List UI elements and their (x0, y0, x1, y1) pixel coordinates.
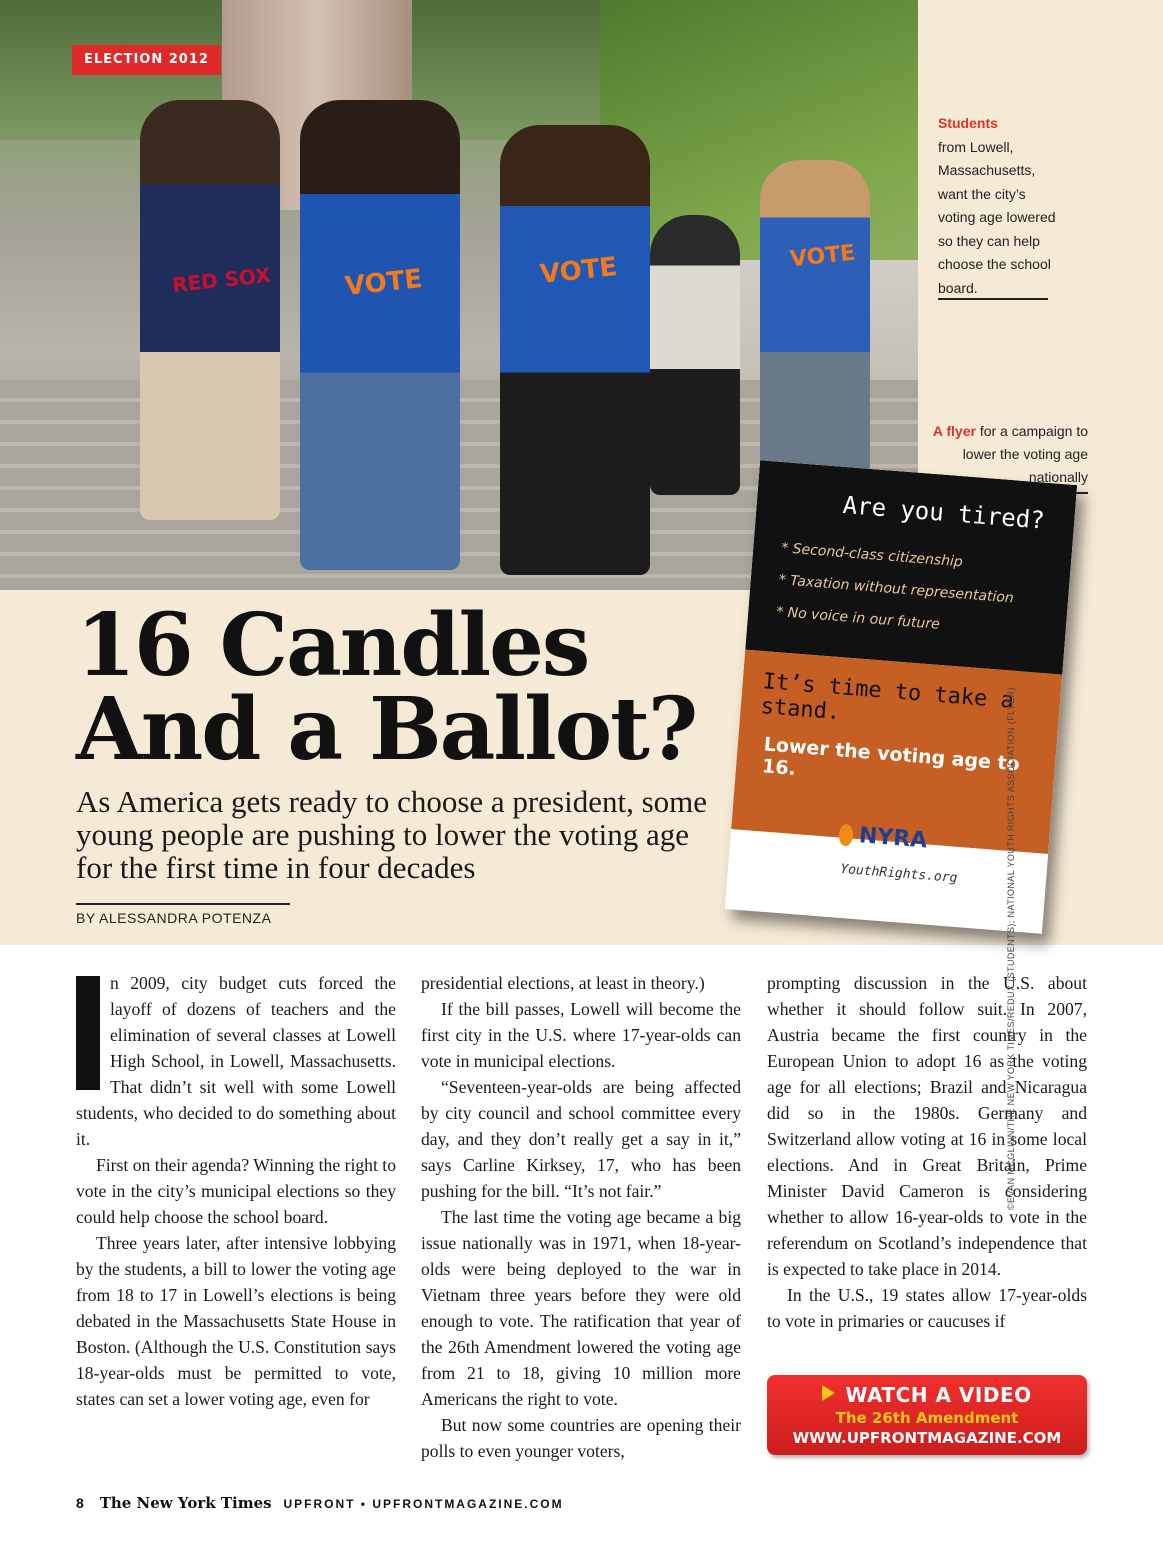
flyer-question: Are you tired? (841, 490, 1046, 535)
flyer-lower: Lower the voting age to 16. (761, 733, 1021, 780)
flyer-bullet: * Taxation without representation (778, 572, 1015, 607)
body-paragraph: prompting discussion in the U.S. about whether it should follow suit. In 2007, Austria became the first country in the European Union to adopt 16 as the voting age for all elections; Brazil and Nicaragua did so in the 1980s. Germany and Switzerland allow voting at 16 in some local elections. And in Great Britain, Prime Minister David Cameron is considering whether to allow 16-year-olds to vote in the referendum on Scotland’s independence that is expected to take place in 2014. (767, 973, 1087, 1279)
body-paragraph: First on their agenda? Winning the right to vote in the city’s municipal elections so they could help choose the school board. (76, 1155, 396, 1227)
campaign-flyer (725, 460, 1077, 934)
student-figure (500, 125, 650, 575)
watch-video-subtitle: The 26th Amendment (835, 1409, 1019, 1427)
students-caption-text: from Lowell, Massachusetts, want the city’s voting age lowered so they can help choose the school board. (938, 138, 1056, 296)
body-paragraph: presidential elections, at least in theory.) (421, 973, 705, 993)
shirt-text: VOTE (538, 252, 619, 290)
byline-rule (76, 903, 290, 905)
photo-credit: ©EVAN MCGLINN/THE NEW YORK TIMES/REDUX (STUDENTS); NATIONAL YOUTH RIGHTS ASSOCIATION (FLYER) (1006, 687, 1016, 1210)
watch-video-box[interactable] (767, 1375, 1087, 1455)
flyer-bullet: * No voice in our future (775, 603, 941, 633)
body-paragraph: In the U.S., 19 states allow 17-year-olds to vote in primaries or caucuses if (767, 1285, 1087, 1331)
dek: As America gets ready to choose a president, some young people are pushing to lower the voting age for the first time in four decades (76, 784, 708, 885)
watch-video-url[interactable]: WWW.UPFRONTMAGAZINE.COM (792, 1429, 1062, 1447)
body-column-1 (76, 970, 396, 1412)
page-footer (76, 1494, 564, 1512)
section-tag: ELECTION 2012 (72, 45, 221, 75)
headline-line-2: And a Ballot? (76, 679, 697, 780)
page-number: 8 (76, 1495, 84, 1511)
students-caption (938, 112, 1058, 300)
caption-rule (938, 298, 1048, 300)
student-figure (140, 100, 280, 520)
flyer-bullet: * Second-class citizenship (780, 540, 964, 571)
body-column-2 (421, 970, 741, 1464)
watch-video-title[interactable] (767, 1383, 1087, 1407)
flyer-stand: It’s time to take a stand. (759, 669, 1015, 726)
student-figure (760, 160, 870, 480)
flyer-top (745, 460, 1077, 674)
body-paragraph: Three years later, after intensive lobbying by the students, a bill to lower the voting age from 18 to 17 in Lowell’s elections is being debated in the Massachusetts State House in Boston. (Although the U.S. Constitution says 18-year-olds must be permitted to vote, states can set a lower voting age, even for (76, 1233, 396, 1409)
student-figure (650, 215, 740, 495)
body-paragraph: But now some countries are opening their polls to even younger voters, (421, 1415, 741, 1461)
byline: BY ALESSANDRA POTENZA (76, 910, 272, 926)
shirt-text: RED SOX (171, 262, 272, 298)
shirt-text: VOTE (343, 264, 424, 302)
flyer-url: YouthRights.org (839, 861, 958, 886)
footer-publication: UPFRONT • UPFRONTMAGAZINE.COM (283, 1497, 564, 1511)
body-paragraph: The last time the voting age became a big issue nationally was in 1971, when 18-year-olds were being deployed to the war in Vietnam three years before they were old enough to vote. The ratification that year of the 26th Amendment lowered the voting age from 21 to 18, giving 10 million more Americans the right to vote. (421, 1207, 741, 1409)
flyer-caption-lead: A flyer (932, 423, 976, 439)
student-figure (300, 100, 460, 570)
body-paragraph: “Seventeen-year-olds are being affected by city council and school committee every day, and they don’t really get a say in it,” says Carline Kirksey, 17, who has been pushing for the bill. “It’s not fair.” (421, 1077, 741, 1201)
headline (76, 595, 756, 780)
students-caption-lead: Students (938, 115, 998, 131)
nyra-logo-text: NYRA (858, 823, 929, 854)
play-icon (822, 1385, 835, 1401)
flame-icon (838, 824, 854, 847)
body-paragraph: n 2009, city budget cuts forced the layoff of dozens of teachers and the elimination of several classes at Lowell High School, in Lowell, Massachusetts. That didn’t sit well with some Lowell students, who decided to do something about it. (76, 973, 396, 1149)
flyer-caption-text: for a campaign to lower the voting age nationally (962, 423, 1088, 485)
watch-video-label: WATCH A VIDEO (845, 1383, 1032, 1407)
headline-line-1: 16 Candles (76, 595, 589, 696)
nyt-logo: The New York Times (99, 1494, 272, 1512)
body-column-3 (767, 970, 1087, 1334)
body-paragraph: If the bill passes, Lowell will become the first city in the U.S. where 17-year-olds can vote in municipal elections. (421, 999, 741, 1071)
shirt-text: VOTE (788, 240, 857, 273)
